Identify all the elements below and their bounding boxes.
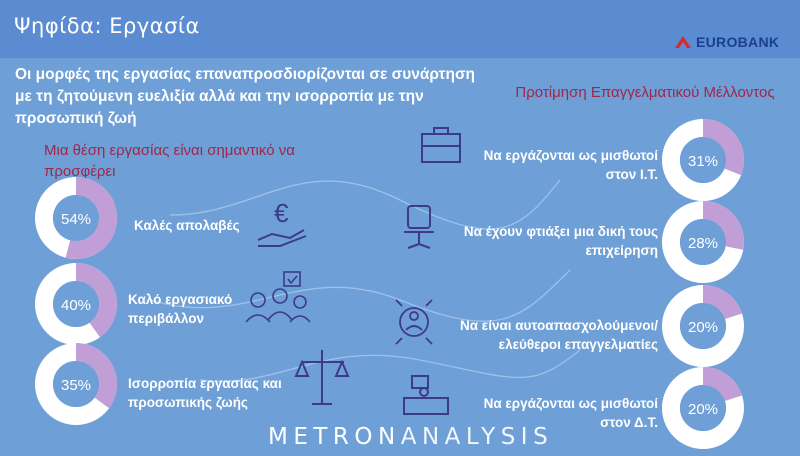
donut-right-0 [671,128,735,192]
donut-left-0 [44,186,108,250]
right-section-title: Προτίμηση Επαγγελματικού Μέλλοντος [515,84,775,101]
headline: Οι μορφές της εργασίας επαναπροσδιορίζονται σε συνάρτηση με τη ζητούμενη ευελιξία αλλά και την ισορροπία με την προσωπική ζωή [15,66,476,127]
donut-percent-label: 20% [687,319,719,336]
label-private-sector-employee: Να εργάζονται ως μισθωτοί στον Ι.Τ. [483,148,658,182]
metron-analysis-logo [268,424,553,450]
donut-right-2 [671,294,735,358]
label-public-sector-employee: Να εργάζονται ως μισθωτοί στον Δ.Τ. [483,396,658,430]
donut-percent-label: 20% [687,401,719,418]
svg-text:€: € [274,198,289,228]
page-title: Ψηφίδα: Εργασία [14,14,200,38]
label-self-employed: Να είναι αυτοαπασχολούμενοι/ ελεύθεροι επαγγελματίες [459,318,658,352]
label-own-business: Να έχουν φτιάξει μια δική τους επιχείρηση [463,224,658,258]
donut-percent-label: 35% [60,377,92,394]
footer-part1: METRON [268,424,401,450]
donut-percent-label: 31% [687,153,719,170]
donut-percent-label: 40% [60,297,92,314]
donut-percent-label: 28% [687,235,719,252]
donut-left-2 [44,352,108,416]
donut-right-3 [671,376,735,440]
donut-right-1 [671,210,735,274]
label-work-life-balance: Ισορροπία εργασίας και προσωπικής ζωής [128,376,282,410]
label-good-pay: Καλές απολαβές [134,218,240,233]
footer-part2: ANALYSIS [400,424,554,450]
donut-percent-label: 54% [60,211,92,228]
donut-left-1 [44,272,108,336]
label-good-environment: Καλό εργασιακό περιβάλλον [128,292,233,326]
left-section-title: Μια θέση εργασίας είναι σημαντικό να προσφέρει [44,142,295,180]
brand-name: EUROBANK [696,34,780,50]
